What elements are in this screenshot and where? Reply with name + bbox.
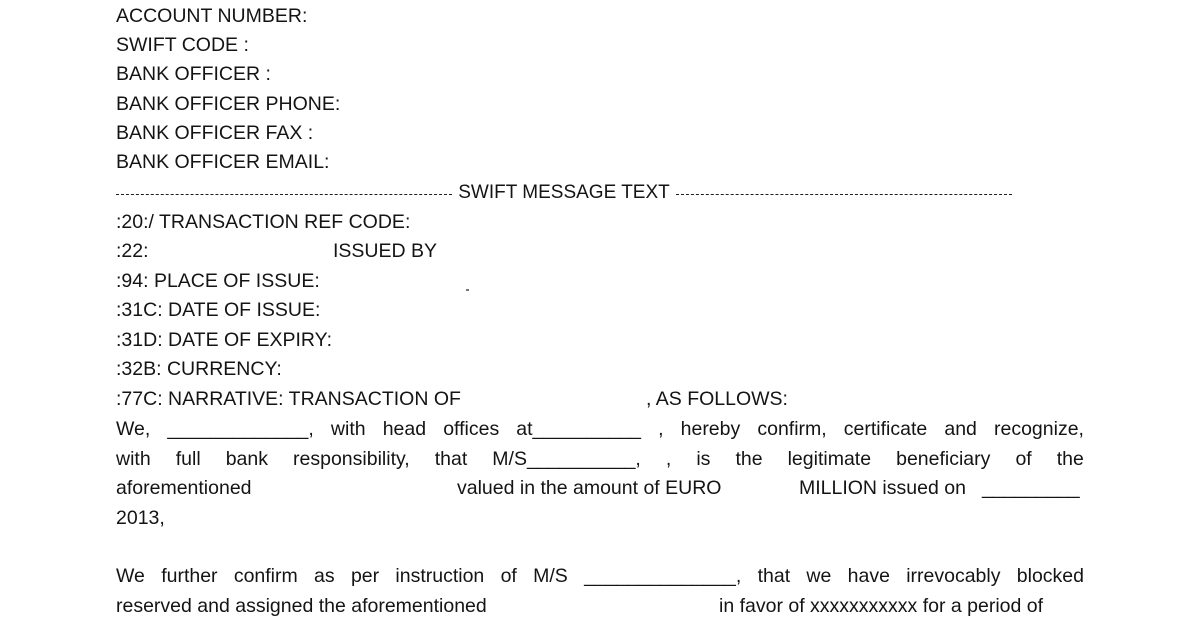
p1l2-w11: of bbox=[1015, 448, 1032, 470]
p1l1-w6: , bbox=[658, 418, 664, 440]
p2l1-w2: confirm bbox=[233, 565, 298, 587]
p1l1-w10: and bbox=[944, 418, 977, 440]
p1l2-w2: bank bbox=[225, 448, 268, 470]
bank-officer-fax-label: BANK OFFICER FAX : bbox=[116, 122, 314, 144]
p2l2-in-favor: in favor of xxxxxxxxxxx for a period of bbox=[719, 595, 1044, 617]
p1l2-w5: M/S__________, bbox=[492, 448, 641, 470]
p2l1-w10: we bbox=[806, 565, 832, 587]
p1l2-w8: the bbox=[735, 448, 763, 470]
p1l1-w4: offices bbox=[443, 418, 500, 440]
p1l2-w12: the bbox=[1056, 448, 1084, 470]
field-77c-tail: , AS FOLLOWS: bbox=[646, 388, 788, 410]
p2l1-w13: blocked bbox=[1016, 565, 1084, 587]
divider-dash-right bbox=[676, 194, 1012, 195]
p1l3-aforementioned: aforementioned bbox=[116, 477, 252, 499]
p1l1-w5: at__________ bbox=[516, 418, 642, 440]
p2l1-w11: have bbox=[847, 565, 890, 587]
paragraph2-line1 bbox=[116, 562, 1084, 591]
p1l2-w6: , bbox=[665, 448, 672, 470]
p1l1-w0: We, bbox=[116, 418, 151, 440]
field-31d-date-of-expiry: :31D: DATE OF EXPIRY: bbox=[116, 329, 333, 351]
field-22-issued-by: ISSUED BY bbox=[333, 240, 438, 262]
p2l1-w6: of bbox=[500, 565, 517, 587]
p1l1-w11: recognize, bbox=[993, 418, 1084, 440]
p2l1-w8: ______________, bbox=[584, 565, 742, 587]
p1l2-w7: is bbox=[696, 448, 711, 470]
field-94-place-of-issue: :94: PLACE OF ISSUE: bbox=[116, 270, 320, 292]
p1l2-w9: legitimate bbox=[787, 448, 872, 470]
account-number-label: ACCOUNT NUMBER: bbox=[116, 5, 308, 27]
field-22: :22: bbox=[116, 240, 149, 262]
p1l2-w1: full bbox=[175, 448, 201, 470]
field-32b-currency: :32B: CURRENCY: bbox=[116, 358, 282, 380]
p2l1-w4: per bbox=[350, 565, 380, 587]
p1l2-w0: with bbox=[116, 448, 151, 470]
p1l2-w10: beneficiary bbox=[896, 448, 991, 470]
p2l1-w1: further bbox=[161, 565, 218, 587]
swift-message-divider bbox=[116, 178, 1012, 207]
swift-code-label: SWIFT CODE : bbox=[116, 34, 249, 56]
p2l2-reserved: reserved and assigned the aforementioned bbox=[116, 595, 487, 617]
p1l1-w7: hereby bbox=[680, 418, 741, 440]
p1l3-million: MILLION issued on bbox=[799, 477, 966, 499]
bank-officer-email-label: BANK OFFICER EMAIL: bbox=[116, 151, 330, 173]
p2l1-w7: M/S bbox=[533, 565, 568, 587]
bank-officer-label: BANK OFFICER : bbox=[116, 63, 271, 85]
p2l1-w5: instruction bbox=[395, 565, 485, 587]
scan-speck bbox=[466, 289, 469, 291]
paragraph1-line2 bbox=[116, 445, 1084, 474]
bank-officer-phone-label: BANK OFFICER PHONE: bbox=[116, 93, 341, 115]
p1l2-w3: responsibility, bbox=[293, 448, 410, 470]
field-77c-narrative: :77C: NARRATIVE: TRANSACTION OF bbox=[116, 388, 461, 410]
p1l4-year: 2013, bbox=[116, 507, 165, 529]
p1l1-w2: with bbox=[330, 418, 366, 440]
p1l2-w4: that bbox=[434, 448, 468, 470]
divider-title: SWIFT MESSAGE TEXT bbox=[458, 182, 670, 203]
field-31c-date-of-issue: :31C: DATE OF ISSUE: bbox=[116, 299, 321, 321]
p2l1-w9: that bbox=[757, 565, 791, 587]
p1l1-w3: head bbox=[382, 418, 427, 440]
p2l1-w12: irrevocably bbox=[906, 565, 1001, 587]
p1l3-valued: valued in the amount of EURO bbox=[457, 477, 722, 499]
p1l3-blank: _________ bbox=[982, 477, 1080, 499]
p1l1-w8: confirm, bbox=[757, 418, 827, 440]
divider-dash-left bbox=[116, 194, 452, 195]
p1l1-w1: _____________, bbox=[167, 418, 314, 440]
p2l1-w0: We bbox=[116, 565, 145, 587]
field-20-transaction-ref: :20:/ TRANSACTION REF CODE: bbox=[116, 211, 411, 233]
p2l1-w3: as bbox=[314, 565, 335, 587]
paragraph1-line1 bbox=[116, 415, 1084, 444]
p1l1-w9: certificate bbox=[843, 418, 928, 440]
